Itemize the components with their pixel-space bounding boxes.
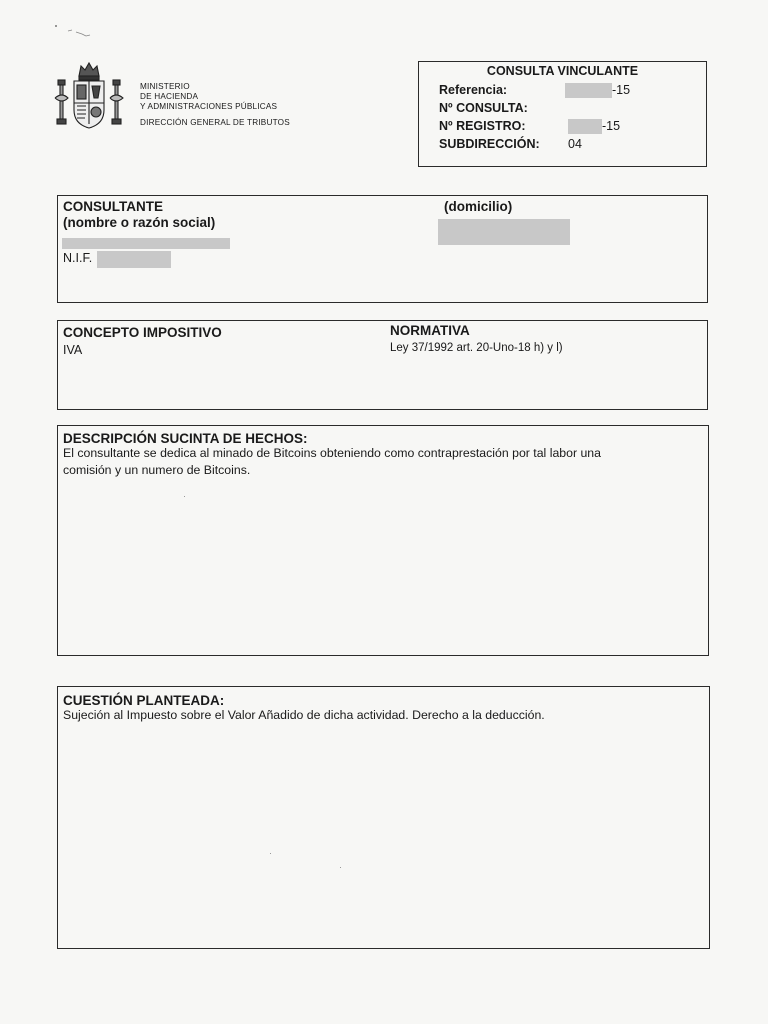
concepto-label: CONCEPTO IMPOSITIVO [63,325,222,340]
redacted-nif [97,251,171,268]
redacted-referencia [565,83,612,98]
hechos-label: DESCRIPCIÓN SUCINTA DE HECHOS: [63,431,308,446]
n-registro-suffix: -15 [602,119,621,133]
domicilio-label: (domicilio) [444,199,513,214]
concepto-value: IVA [63,343,83,357]
nif-label: N.I.F. [63,251,93,265]
ministry-name [140,82,290,128]
consulta-title: CONSULTA VINCULANTE [486,64,639,78]
hechos-section [57,425,709,656]
subdireccion-value: 04 [568,137,582,151]
concepto-section [57,320,708,410]
consulta-reference-box [418,61,707,167]
ministry-line: DE HACIENDA [140,91,199,101]
cuestion-label: CUESTIÓN PLANTEADA: [63,693,225,708]
scan-mark [52,22,94,42]
hechos-line-2: comisión y un numero de Bitcoins. [63,463,251,477]
redacted-domicilio [438,219,570,245]
redacted-name [62,238,230,249]
ministry-line: MINISTERIO [140,82,190,91]
consultante-sublabel: (nombre o razón social) [63,215,216,230]
consultante-section [57,195,708,303]
n-consulta-label: Nº CONSULTA: [439,101,528,115]
coat-of-arms-logo [52,58,126,134]
normativa-value: Ley 37/1992 art. 20-Uno-18 h) y l) [390,342,563,354]
redacted-registro [568,119,602,134]
subdireccion-label: SUBDIRECCIÓN: [439,137,540,151]
hechos-line-1: El consultante se dedica al minado de Bitcoins obteniendo como contraprestación por tal labor una [63,446,601,460]
referencia-suffix: -15 [612,83,631,97]
ministry-line: Y ADMINISTRACIONES PÚBLICAS [140,101,278,111]
n-registro-label: Nº REGISTRO: [439,119,526,133]
cuestion-section [57,686,710,949]
cuestion-text: Sujeción al Impuesto sobre el Valor Añadido de dicha actividad. Derecho a la deducción. [63,708,545,722]
referencia-label: Referencia: [439,83,508,97]
normativa-label: NORMATIVA [390,323,470,338]
directorate-name: DIRECCIÓN GENERAL DE TRIBUTOS [140,118,290,128]
consultante-label: CONSULTANTE [63,199,163,214]
